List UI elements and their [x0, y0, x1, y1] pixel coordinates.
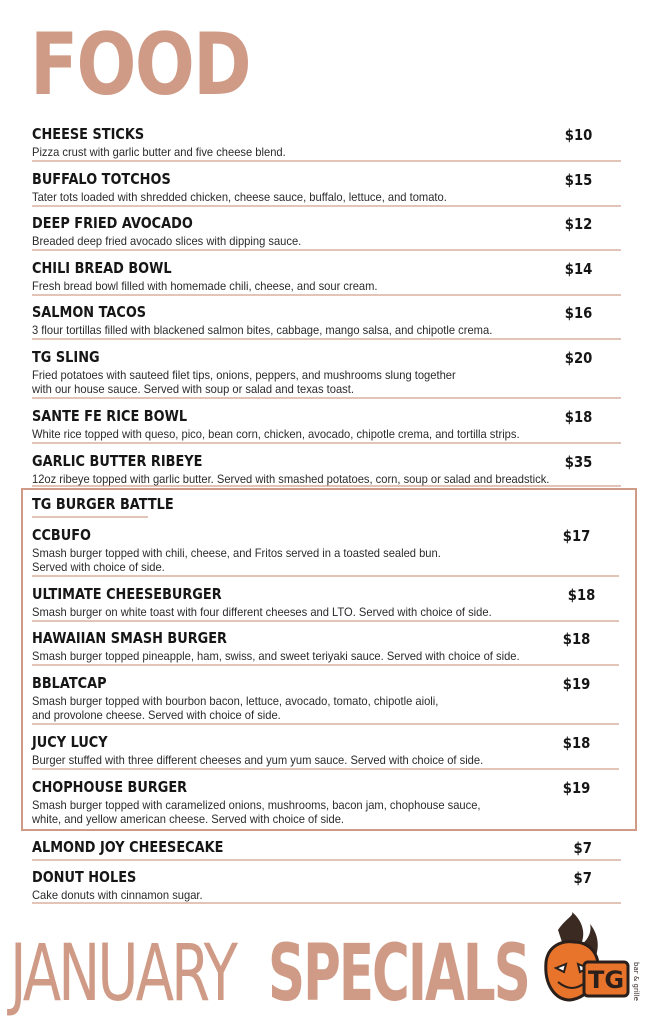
- item-price: $7: [573, 869, 592, 887]
- section-title-text: TG BURGER BATTLE: [32, 495, 174, 513]
- menu-item: [32, 408, 621, 444]
- item-name: ALMOND JOY CHEESECAKE: [32, 838, 224, 856]
- item-name: SANTE FE RICE BOWL: [32, 407, 188, 425]
- item-description: Burger stuffed with three different cheeses and yum yum sauce. Served with choice of side.: [32, 753, 484, 767]
- item-description: and provolone cheese. Served with choice of side.: [32, 708, 281, 722]
- item-name: SALMON TACOS: [32, 303, 147, 321]
- banner-word-specials: SPECIALS: [268, 929, 529, 1019]
- menu-item: [32, 126, 621, 162]
- logo-text: TG: [587, 966, 625, 994]
- item-name: BUFFALO TOTCHOS: [32, 170, 171, 188]
- item-name: CCBUFO: [32, 526, 92, 544]
- item-price: $18: [567, 586, 595, 604]
- item-description: Breaded deep fried avocado slices with dipping sauce.: [32, 234, 302, 248]
- item-description: White rice topped with queso, pico, bean corn, chicken, avocado, chipotle crema, and tortilla strips.: [32, 427, 520, 441]
- item-description: 3 flour tortillas filled with blackened salmon bites, cabbage, mango salsa, and chipotle crema.: [32, 323, 493, 337]
- item-price: $14: [564, 260, 592, 278]
- section-title: [32, 495, 174, 518]
- item-price: $18: [562, 734, 590, 752]
- menu-item: [32, 304, 621, 340]
- menu-item: [32, 171, 621, 207]
- menu-item: [32, 349, 621, 399]
- page-title: FOOD: [30, 15, 251, 115]
- menu-item: [32, 453, 621, 487]
- item-price: $19: [562, 779, 590, 797]
- menu-item: [32, 869, 621, 904]
- item-price: $19: [562, 675, 590, 693]
- item-description: 12oz ribeye topped with garlic butter. Served with smashed potatoes, corn, soup or salad and breadstick.: [32, 472, 550, 486]
- item-name: ULTIMATE CHEESEBURGER: [32, 585, 222, 603]
- january-specials-banner: [10, 929, 529, 1025]
- item-name: DONUT HOLES: [32, 868, 137, 886]
- menu-item: [32, 215, 621, 251]
- item-price: $18: [564, 408, 592, 426]
- item-price: $12: [564, 215, 592, 233]
- item-price: $18: [562, 630, 590, 648]
- flaming-fox-mascot-icon: [528, 912, 640, 1020]
- item-description: Served with choice of side.: [32, 560, 165, 574]
- item-description: Smash burger topped with bourbon bacon, lettuce, avocado, tomato, chipotle aioli,: [32, 694, 439, 708]
- item-name: HAWAIIAN SMASH BURGER: [32, 629, 227, 647]
- item-name: TG SLING: [32, 348, 100, 366]
- item-name: JUCY LUCY: [32, 733, 108, 751]
- item-description: Cake donuts with cinnamon sugar.: [32, 888, 203, 902]
- item-name: DEEP FRIED AVOCADO: [32, 214, 193, 232]
- item-description: Fresh bread bowl filled with homemade chili, cheese, and sour cream.: [32, 279, 378, 293]
- item-price: $16: [564, 304, 592, 322]
- item-description: white, and yellow american cheese. Served with choice of side.: [32, 812, 345, 826]
- item-description: Smash burger on white toast with four different cheeses and LTO. Served with choice of side.: [32, 605, 492, 619]
- tg-logo: [528, 912, 640, 1020]
- item-price: $15: [564, 171, 592, 189]
- item-price: $17: [562, 527, 590, 545]
- item-price: $35: [564, 453, 592, 471]
- item-name: GARLIC BUTTER RIBEYE: [32, 452, 203, 470]
- menu-item: [32, 260, 621, 296]
- menu-item: [32, 734, 619, 770]
- item-price: $20: [564, 349, 592, 367]
- item-price: $10: [564, 126, 592, 144]
- menu-item: [32, 630, 619, 666]
- item-description: with our house sauce. Served with soup or salad and texas toast.: [32, 382, 354, 396]
- item-description: Smash burger topped with chili, cheese, and Fritos served in a toasted sealed bun.: [32, 546, 441, 560]
- menu-item: [32, 839, 621, 861]
- menu-item: [32, 779, 619, 825]
- item-description: Smash burger topped with caramelized onions, mushrooms, bacon jam, chophouse sauce,: [32, 798, 481, 812]
- item-description: Pizza crust with garlic butter and five cheese blend.: [32, 145, 286, 159]
- menu-item: [32, 675, 619, 725]
- item-description: Tater tots loaded with shredded chicken, cheese sauce, buffalo, lettuce, and tomato.: [32, 190, 447, 204]
- logo-tagline: bar & grille: [632, 962, 640, 1001]
- item-name: BBLATCAP: [32, 674, 107, 692]
- item-price: $7: [573, 839, 592, 857]
- item-name: CHILI BREAD BOWL: [32, 259, 172, 277]
- menu-item: [32, 527, 619, 577]
- item-name: CHEESE STICKS: [32, 125, 145, 143]
- item-name: CHOPHOUSE BURGER: [32, 778, 188, 796]
- item-description: Fried potatoes with sauteed filet tips, onions, peppers, and mushrooms slung together: [32, 368, 456, 382]
- banner-word-january: JANUARY: [10, 929, 236, 1019]
- menu-item: [32, 586, 619, 622]
- item-description: Smash burger topped pineapple, ham, swiss, and sweet teriyaki sauce. Served with choice of side.: [32, 649, 520, 663]
